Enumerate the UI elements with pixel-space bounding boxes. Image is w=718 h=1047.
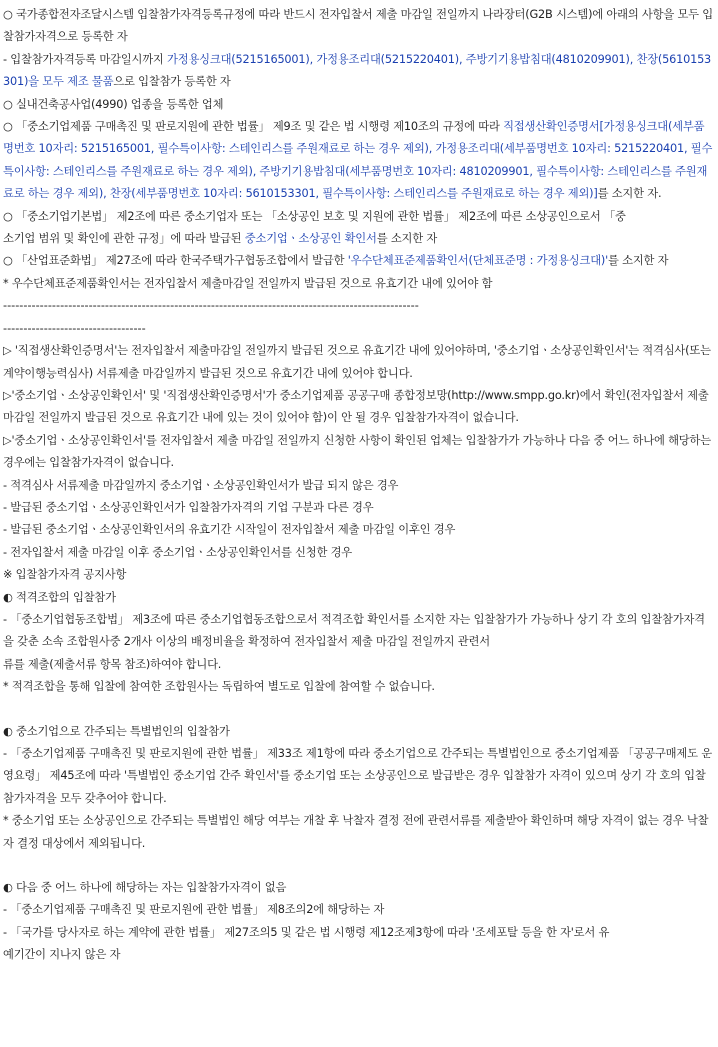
- group-standard-highlight: '우수단체표준제품확인서(단체표준명 : 가정용싱크대)': [347, 254, 609, 268]
- pending-application-notice: ▷'중소기업ㆍ소상공인확인서'를 전자입찰서 제출 마감일 전일까지 신청한 사항이 확인된 업체는 입찰참가가 가능하나 다음 중 어느 하나에 해당하는 경우에는 입찰참가자격이 없습니다.: [3, 433, 711, 470]
- special-corporation-note: * 중소기업 또는 소상공인으로 간주되는 특별법인 해당 여부는 개찰 후 낙찰자 결정 전에 관련서류를 제출받아 확인하며 해당 자격이 없는 경우 낙찰자 결정 대상에서 제외됩니다.: [3, 814, 709, 850]
- separator-line-short: -----------------------------------: [3, 321, 146, 335]
- group-standard-note: * 우수단체표준제품확인서는 전자입찰서 제출마감일 전일까지 발급된 것으로 유효기간 내에 있어야 함: [3, 276, 493, 290]
- qualified-union-paragraph-cont: 류를 제출(제출서류 항목 참조)하여야 합니다.: [3, 657, 222, 671]
- sme-confirmation-paragraph: [3, 206, 714, 228]
- sme-confirmation-text: ○ 「중소기업기본법」 제2조에 따른 중소기업자 또는 「소상공인 보호 및 지원에 관한 법률」 제2조에 따른 소상공인으로서 「중: [3, 209, 626, 223]
- sme-confirmation-text-cont: 소기업 범위 및 확인에 관한 규정」에 따라 발급된: [3, 232, 245, 246]
- g2b-registration-text: ○ 국가종합전자조달시스템 입찰참가자격등록규정에 따라 반드시 전자입찰서 제출 마감일 전일까지 나라장터(G2B 시스템)에 아래의 사항을 모두 입찰참가자격으로 등록한 자: [3, 8, 713, 44]
- qualified-union-heading: ◐ 적격조합의 입찰참가: [3, 590, 116, 604]
- group-standard-paragraph: [3, 250, 714, 272]
- sme-confirmation-paragraph-cont: [3, 228, 714, 250]
- special-corporation-paragraph: - 「중소기업제품 구매촉진 및 판로지원에 관한 법률」 제33조 제1항에 따라 중소기업으로 간주되는 특별법인으로 중소기업제품 「공공구매제도 운영요령」 제45조에 따라 '특별법인 중소기업 간주 확인서'를 중소기업 또는 소상공인으로 발급받은 경우 입찰참가 자격이 있으며 상기 각 호의 입찰참가자격을 모두 갖추어야 합니다.: [3, 747, 712, 805]
- direct-production-highlight: 직접생산확인증명서[가정용싱크대(세부품명번호 10자리: 5215165001, 필수특이사항: 스테인리스를 주원재료로 하는 경우 제외), 가정용조리대(세부품명번호 10자리: 5215220401, 필수특이사항: 스테인리스를 주원재료로 하는 경우 제외), 주방기기용밥침대(세부품명번호 10자리: 4810209901, 필수특이사항: 스테인리스를 주원재료로 하는 경우 제외), 찬장(세부품명번호 10자리: 5610153301, 필수특이사항: 스테인리스를 주원재료로 하는 경우 제외)]: [3, 120, 713, 201]
- g2b-registration-paragraph: [3, 4, 714, 49]
- group-standard-text: ○ 「산업표준화법」 제27조에 따라 한국주택가구협동조합에서 발급한: [3, 254, 348, 268]
- spacer: [3, 855, 714, 877]
- business-type-paragraph: [3, 94, 714, 116]
- special-corporation-heading: ◐ 중소기업으로 간주되는 특별법인의 입찰참가: [3, 724, 230, 738]
- qualified-union-note: * 적격조합을 통해 입찰에 참여한 조합원사는 독립하여 별도로 입찰에 참여할 수 없습니다.: [3, 680, 435, 694]
- sme-confirmation-text-end: 를 소지한 자: [376, 232, 438, 246]
- disqualification-item-cont: 예기간이 지나지 않은 자: [3, 948, 121, 962]
- group-standard-text-end: 를 소지한 자: [608, 254, 669, 268]
- direct-production-text: ○ 「중소기업제품 구매촉진 및 판로지원에 관한 법률」 제9조 및 같은 법 시행령 제10조의 규정에 따라: [3, 120, 504, 134]
- direct-production-text-end: 를 소지한 자.: [597, 187, 662, 201]
- direct-production-paragraph: [3, 116, 714, 206]
- product-registration-highlight: 가정용싱크대(5215165001), 가정용조리대(5215220401), 주방기기용밥침대(4810209901), 찬장(5610153301)을 모두 제조 물품: [3, 52, 712, 89]
- exclusion-item: - 발급된 중소기업ㆍ소상공인확인서의 유효기간 시작일이 전자입찰서 제출 마감일 이후인 경우: [3, 523, 456, 537]
- notice-heading: ※ 입찰참가자격 공지사항: [3, 568, 127, 582]
- spacer: [3, 699, 714, 721]
- exclusion-item: - 적격심사 서류제출 마감일까지 중소기업ㆍ소상공인확인서가 발급 되지 않은 경우: [3, 478, 399, 492]
- validity-notice: ▷ '직접생산확인증명서'는 전자입찰서 제출마감일 전일까지 발급된 것으로 유효기간 내에 있어야하며, '중소기업ㆍ소상공인확인서'는 적격심사(또는 계약이행능력심사) 서류제출 마감일까지 발급된 것으로 유효기간 내에 있어야 합니다.: [3, 344, 711, 380]
- product-registration-text: - 입찰참가자격등록 마감일시까지: [3, 52, 168, 66]
- disqualification-heading: ◐ 다음 중 어느 하나에 해당하는 자는 입찰참가자격이 없음: [3, 881, 287, 895]
- disqualification-item: - 「국가를 당사자로 하는 계약에 관한 법률」 제27조의5 및 같은 법 시행령 제12조제3항에 따라 '조세포탈 등을 한 자'로서 유: [3, 925, 610, 939]
- qualified-union-paragraph: - 「중소기업협동조합법」 제3조에 따른 중소기업협동조합으로서 적격조합 확인서를 소지한 자는 입찰참가가 가능하나 상기 각 호의 입찰참가자격을 갖춘 소속 조합원사중 2개사 이상의 배정비율을 확정하여 전자입찰서 제출 마감일 전일까지 관련서: [3, 612, 705, 649]
- product-registration-paragraph: [3, 49, 714, 94]
- sme-confirmation-highlight: 중소기업ㆍ소상공인 확인서: [244, 232, 377, 246]
- business-type-text: ○ 실내건축공사업(4990) 업종을 등록한 업체: [3, 97, 224, 111]
- separator-line: ------------------------------------------------------------------------------------------------------: [3, 299, 419, 313]
- smpp-verification-notice: ▷'중소기업ㆍ소상공인확인서' 및 '직접생산확인증명서'가 중소기업제품 공공구매 종합정보망(http://www.smpp.go.kr)에서 확인(전자입찰서 제출 마감일 전일까지 발급된 것으로 유효기간 내에 있는 것이 있어야 함)이 안 될 경우 입찰참가자격이 없습니다.: [3, 388, 709, 425]
- product-registration-text-end: 으로 입찰참가 등록한 자: [113, 75, 231, 89]
- disqualification-item: - 「중소기업제품 구매촉진 및 판로지원에 관한 법률」 제8조의2에 해당하는 자: [3, 903, 385, 917]
- exclusion-item: - 전자입찰서 제출 마감일 이후 중소기업ㆍ소상공인확인서를 신청한 경우: [3, 545, 352, 559]
- exclusion-item: - 발급된 중소기업ㆍ소상공인확인서가 입찰참가자격의 기업 구분과 다른 경우: [3, 500, 374, 514]
